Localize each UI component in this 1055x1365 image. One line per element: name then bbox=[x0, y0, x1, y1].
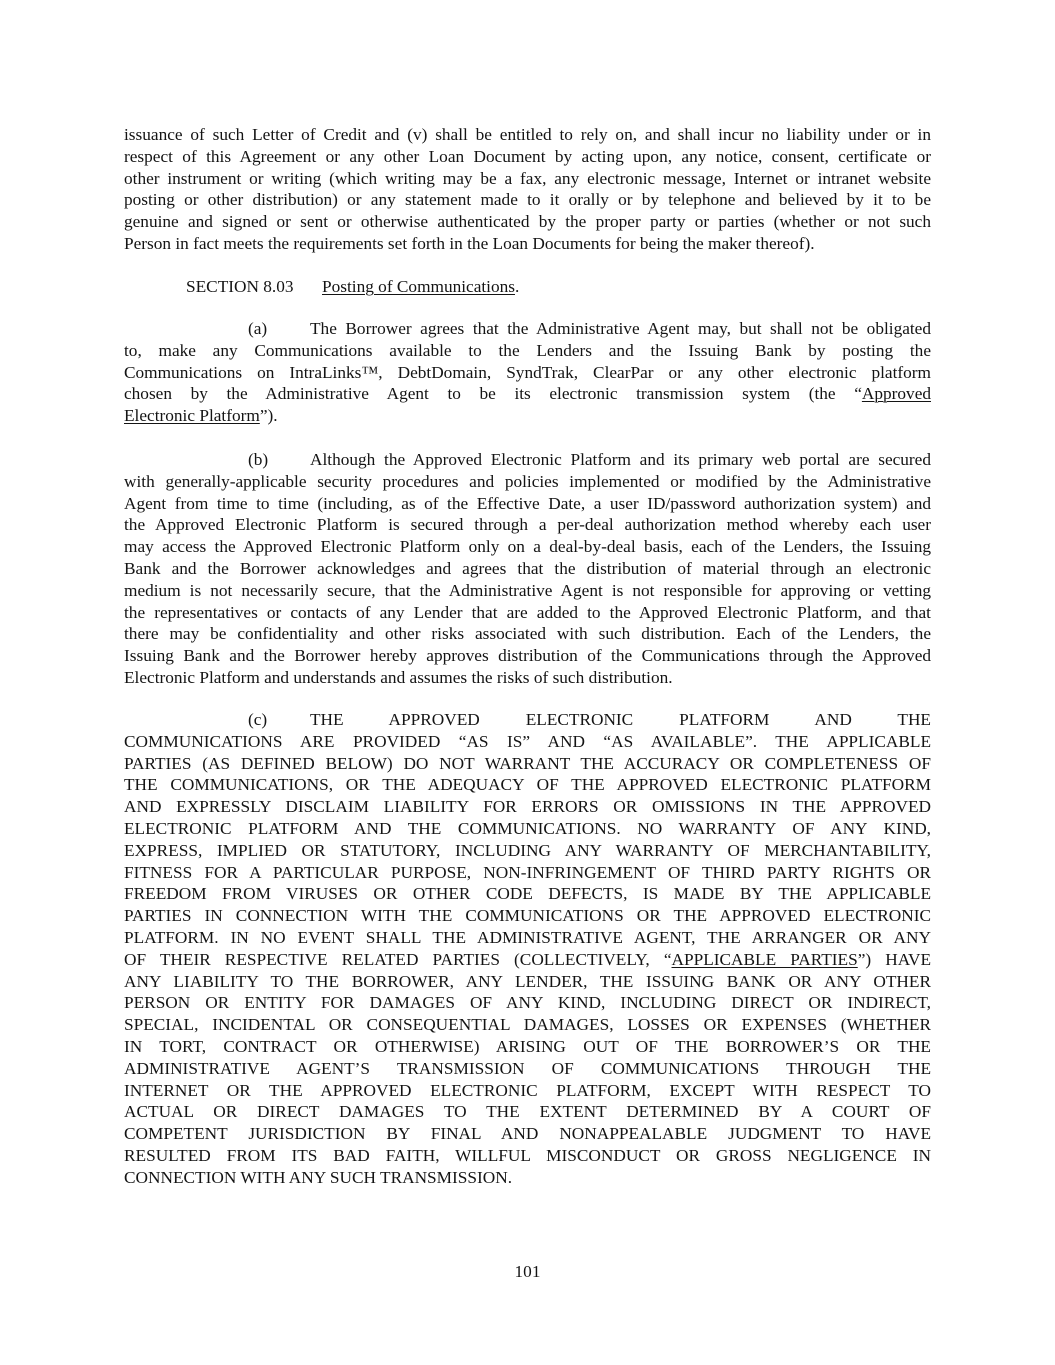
text-line: Person in fact meets the requirements set forth in the Loan Documents for being the maker thereof). bbox=[124, 233, 815, 253]
clause-c-first-line bbox=[124, 709, 931, 731]
text-line: PARTIES (AS DEFINED BELOW) DO NOT WARRANT THE ACCURACY OR COMPLETENESS OF bbox=[124, 753, 931, 773]
text-line: CONNECTION WITH ANY SUCH TRANSMISSION. bbox=[124, 1167, 513, 1187]
text-line: PLATFORM. IN NO EVENT SHALL THE ADMINISTRATIVE AGENT, THE ARRANGER OR ANY bbox=[124, 927, 931, 947]
text-segment: ”). bbox=[259, 406, 278, 426]
text-segment: chosen by the Administrative Agent to be its electronic transmission system (the “ bbox=[124, 384, 862, 404]
text-line: ANY LIABILITY TO THE BORROWER, ANY LENDER, THE ISSUING BANK OR ANY OTHER bbox=[124, 971, 931, 991]
text-line: EXPRESS, IMPLIED OR STATUTORY, INCLUDING ANY WARRANTY OF MERCHANTABILITY, bbox=[124, 840, 931, 860]
text-line: with generally-applicable security procedures and policies implemented or modified by the Administrative bbox=[124, 471, 931, 491]
text-line: medium is not necessarily secure, that the Administrative Agent is not responsible for approving or vetting bbox=[124, 580, 931, 600]
text-line: PARTIES IN CONNECTION WITH THE COMMUNICATIONS OR THE APPROVED ELECTRONIC bbox=[124, 906, 931, 926]
text-line: posting or other distribution) or any statement made to it orally or by telephone and believed by it to be bbox=[124, 190, 931, 210]
intro-paragraph bbox=[124, 124, 931, 255]
section-title-period: . bbox=[514, 277, 520, 296]
text-line: issuance of such Letter of Credit and (v) shall be entitled to rely on, and shall incur no liability under or in bbox=[124, 125, 931, 144]
text-line: Issuing Bank and the Borrower hereby approves distribution of the Communications through the Approved bbox=[124, 646, 931, 666]
section-number: SECTION 8.03 bbox=[186, 277, 294, 296]
text-line: there may be confidentiality and other risks associated with such distribution. Each of the Lenders, the bbox=[124, 624, 931, 644]
clause-c-label: (c) bbox=[248, 710, 268, 729]
clause-a-last-line bbox=[124, 405, 931, 427]
text-line: ELECTRONIC PLATFORM AND THE COMMUNICATIONS. NO WARRANTY OF ANY KIND, bbox=[124, 818, 931, 838]
page-number: 101 bbox=[514, 1262, 541, 1281]
section-heading bbox=[186, 276, 519, 298]
text-line: THE COMMUNICATIONS, OR THE ADEQUACY OF THE APPROVED ELECTRONIC PLATFORM bbox=[124, 775, 931, 795]
text-line: SPECIAL, INCIDENTAL OR CONSEQUENTIAL DAMAGES, LOSSES OR EXPENSES (WHETHER bbox=[124, 1015, 931, 1035]
text-line: the Approved Electronic Platform is secured through a per-deal authorization method whereby each user bbox=[124, 515, 931, 535]
text-line: ACTUAL OR DIRECT DAMAGES TO THE EXTENT DETERMINED BY A COURT OF bbox=[124, 1102, 931, 1122]
text-line: Although the Approved Electronic Platform and its primary web portal are secured bbox=[310, 450, 931, 469]
text-line: Electronic Platform and understands and assumes the risks of such distribution. bbox=[124, 667, 673, 687]
text-line: FITNESS FOR A PARTICULAR PURPOSE, NON-INFRINGEMENT OF THIRD PARTY RIGHTS OR bbox=[124, 862, 931, 882]
text-line: other instrument or writing (which writing may be a fax, any electronic message, Internet or intranet website bbox=[124, 168, 931, 188]
clause-a-label: (a) bbox=[248, 319, 268, 338]
text-line: ADMINISTRATIVE AGENT’S TRANSMISSION OF COMMUNICATIONS THROUGH THE bbox=[124, 1058, 931, 1078]
text-line: AND EXPRESSLY DISCLAIM LIABILITY FOR ERRORS OR OMISSIONS IN THE APPROVED bbox=[124, 797, 931, 817]
text-line: Communications on IntraLinks™, DebtDomain, SyndTrak, ClearPar or any other electronic platform bbox=[124, 362, 931, 382]
text-line: RESULTED FROM ITS BAD FAITH, WILLFUL MISCONDUCT OR GROSS NEGLIGENCE IN bbox=[124, 1145, 931, 1165]
clause-b-first-line bbox=[124, 449, 931, 471]
clause-a-defined-term-line bbox=[124, 383, 931, 405]
clause-a-first-line bbox=[124, 318, 931, 340]
text-line: INTERNET OR THE APPROVED ELECTRONIC PLATFORM, EXCEPT WITH RESPECT TO bbox=[124, 1080, 931, 1100]
text-line: The Borrower agrees that the Administrative Agent may, but shall not be obligated bbox=[310, 319, 931, 338]
section-title: Posting of Communications bbox=[322, 277, 515, 296]
clause-a bbox=[124, 318, 931, 427]
text-line: genuine and signed or sent or otherwise authenticated by the proper party or parties (whether or not such bbox=[124, 212, 931, 232]
text-line: Bank and the Borrower acknowledges and agrees that the distribution of material through an electronic bbox=[124, 558, 931, 578]
text-line: COMPETENT JURISDICTION BY FINAL AND NONAPPEALABLE JUDGMENT TO HAVE bbox=[124, 1124, 931, 1144]
text-line: to, make any Communications available to the Lenders and the Issuing Bank by posting the bbox=[124, 340, 931, 360]
text-line: the representatives or contacts of any Lender that are added to the Approved Electronic Platform, and that bbox=[124, 602, 931, 622]
text-line: PERSON OR ENTITY FOR DAMAGES OF ANY KIND, INCLUDING DIRECT OR INDIRECT, bbox=[124, 993, 931, 1013]
text-segment: ”) HAVE bbox=[857, 949, 932, 969]
text-line: may access the Approved Electronic Platform only on a deal-by-deal basis, each of the Lenders, the Issuing bbox=[124, 537, 931, 557]
text-line: THE APPROVED ELECTRONIC PLATFORM AND THE bbox=[310, 710, 931, 729]
text-line: COMMUNICATIONS ARE PROVIDED “AS IS” AND “AS AVAILABLE”. THE APPLICABLE bbox=[124, 731, 931, 751]
defined-term-approved-electronic-platform-cont: Electronic Platform bbox=[124, 406, 260, 426]
text-line: FREEDOM FROM VIRUSES OR OTHER CODE DEFECTS, IS MADE BY THE APPLICABLE bbox=[124, 884, 931, 904]
text-segment: OF THEIR RESPECTIVE RELATED PARTIES (COLLECTIVELY, “ bbox=[124, 949, 672, 969]
defined-term-approved-electronic-platform: Approved bbox=[861, 384, 931, 404]
text-line: respect of this Agreement or any other Loan Document by acting upon, any notice, consent, certificate or bbox=[124, 146, 931, 166]
clause-b-label: (b) bbox=[248, 450, 269, 469]
text-line: IN TORT, CONTRACT OR OTHERWISE) ARISING OUT OF THE BORROWER’S OR THE bbox=[124, 1036, 931, 1056]
defined-term-applicable-parties: APPLICABLE PARTIES bbox=[671, 949, 858, 969]
clause-c-defined-term-line bbox=[124, 949, 931, 971]
clause-b bbox=[124, 449, 931, 689]
clause-c bbox=[124, 709, 931, 1189]
text-line: Agent from time to time (including, as of the Effective Date, a user ID/password authorization system) and bbox=[124, 493, 931, 513]
